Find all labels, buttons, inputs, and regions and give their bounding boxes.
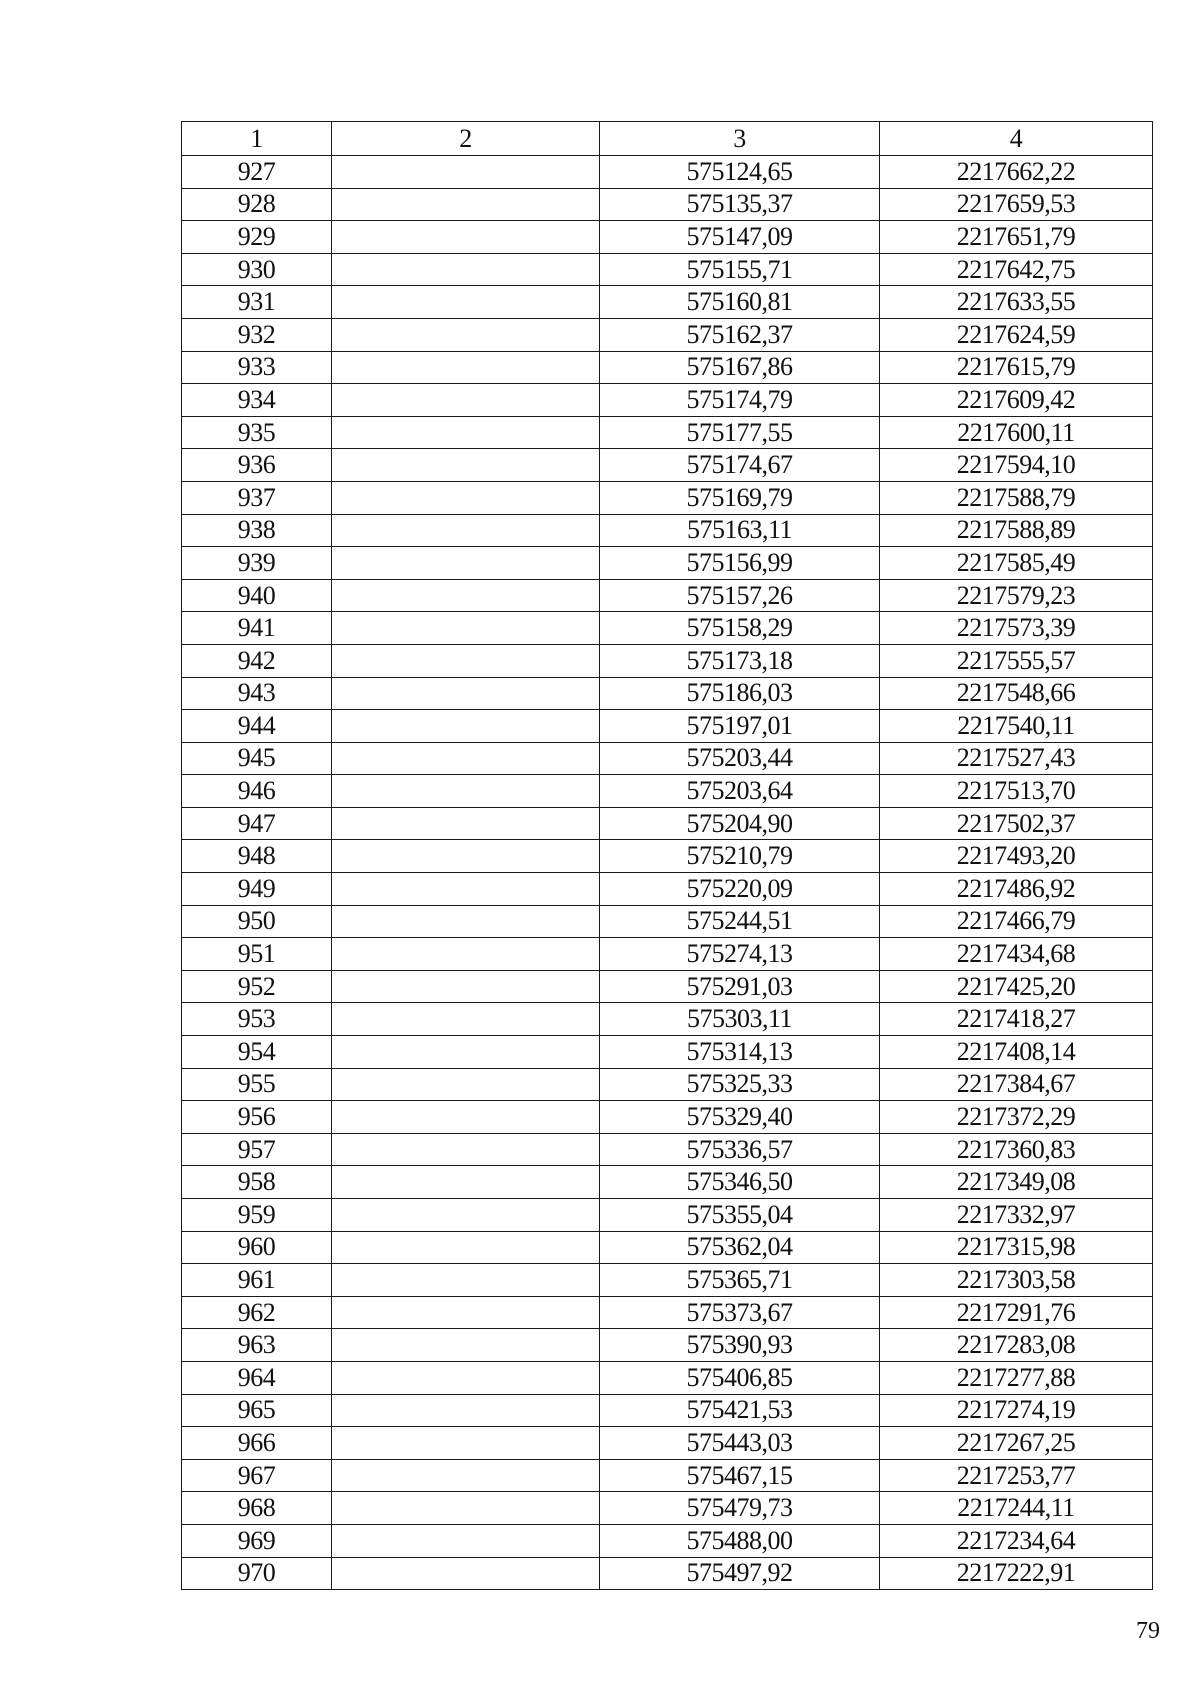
description-cell [332,807,600,840]
point-number-cell: 934 [182,384,332,417]
point-number-cell: 959 [182,1199,332,1232]
coordinates-table [181,121,1153,1590]
table-row [182,970,1153,1003]
column-header-2: 2 [332,122,600,156]
description-cell [332,318,600,351]
table-row [182,286,1153,319]
description-cell [332,1394,600,1427]
description-cell [332,547,600,580]
table-row [182,253,1153,286]
table-row [182,1264,1153,1297]
y-coordinate-cell: 2217291,76 [880,1296,1153,1329]
y-coordinate-cell: 2217267,25 [880,1427,1153,1460]
point-number-cell: 942 [182,644,332,677]
description-cell [332,873,600,906]
y-coordinate-cell: 2217659,53 [880,188,1153,221]
table-row [182,579,1153,612]
x-coordinate-cell: 575173,18 [600,644,880,677]
description-cell [332,579,600,612]
point-number-cell: 939 [182,547,332,580]
y-coordinate-cell: 2217624,59 [880,318,1153,351]
y-coordinate-cell: 2217486,92 [880,873,1153,906]
y-coordinate-cell: 2217513,70 [880,775,1153,808]
x-coordinate-cell: 575303,11 [600,1003,880,1036]
table-row [182,1068,1153,1101]
x-coordinate-cell: 575197,01 [600,710,880,743]
description-cell [332,416,600,449]
y-coordinate-cell: 2217573,39 [880,612,1153,645]
point-number-cell: 957 [182,1133,332,1166]
point-number-cell: 960 [182,1231,332,1264]
column-header-3: 3 [600,122,880,156]
description-cell [332,481,600,514]
y-coordinate-cell: 2217384,67 [880,1068,1153,1101]
point-number-cell: 962 [182,1296,332,1329]
point-number-cell: 955 [182,1068,332,1101]
x-coordinate-cell: 575467,15 [600,1459,880,1492]
description-cell [332,677,600,710]
table-row [182,1166,1153,1199]
table-row [182,742,1153,775]
point-number-cell: 947 [182,807,332,840]
y-coordinate-cell: 2217274,19 [880,1394,1153,1427]
table-row [182,1361,1153,1394]
point-number-cell: 948 [182,840,332,873]
table-row [182,384,1153,417]
point-number-cell: 954 [182,1036,332,1069]
y-coordinate-cell: 2217372,29 [880,1101,1153,1134]
description-cell [332,253,600,286]
x-coordinate-cell: 575274,13 [600,938,880,971]
description-cell [332,1329,600,1362]
x-coordinate-cell: 575177,55 [600,416,880,449]
table-row [182,612,1153,645]
description-cell [332,775,600,808]
table-row [182,1394,1153,1427]
x-coordinate-cell: 575124,65 [600,156,880,189]
y-coordinate-cell: 2217434,68 [880,938,1153,971]
x-coordinate-cell: 575362,04 [600,1231,880,1264]
y-coordinate-cell: 2217418,27 [880,1003,1153,1036]
description-cell [332,156,600,189]
description-cell [332,1133,600,1166]
point-number-cell: 946 [182,775,332,808]
x-coordinate-cell: 575147,09 [600,221,880,254]
description-cell [332,938,600,971]
y-coordinate-cell: 2217548,66 [880,677,1153,710]
x-coordinate-cell: 575174,79 [600,384,880,417]
x-coordinate-cell: 575186,03 [600,677,880,710]
x-coordinate-cell: 575220,09 [600,873,880,906]
y-coordinate-cell: 2217585,49 [880,547,1153,580]
table-row [182,1101,1153,1134]
description-cell [332,384,600,417]
point-number-cell: 929 [182,221,332,254]
y-coordinate-cell: 2217234,64 [880,1524,1153,1557]
description-cell [332,742,600,775]
x-coordinate-cell: 575346,50 [600,1166,880,1199]
y-coordinate-cell: 2217408,14 [880,1036,1153,1069]
table-row [182,1557,1153,1590]
y-coordinate-cell: 2217588,79 [880,481,1153,514]
point-number-cell: 961 [182,1264,332,1297]
point-number-cell: 945 [182,742,332,775]
column-header-4: 4 [880,122,1153,156]
point-number-cell: 951 [182,938,332,971]
table-header [182,122,1153,156]
y-coordinate-cell: 2217540,11 [880,710,1153,743]
table-row [182,807,1153,840]
point-number-cell: 928 [182,188,332,221]
x-coordinate-cell: 575174,67 [600,449,880,482]
x-coordinate-cell: 575135,37 [600,188,880,221]
table-row [182,1427,1153,1460]
y-coordinate-cell: 2217315,98 [880,1231,1153,1264]
description-cell [332,188,600,221]
point-number-cell: 935 [182,416,332,449]
x-coordinate-cell: 575244,51 [600,905,880,938]
table-row [182,1296,1153,1329]
table-row [182,677,1153,710]
x-coordinate-cell: 575314,13 [600,1036,880,1069]
x-coordinate-cell: 575291,03 [600,970,880,1003]
x-coordinate-cell: 575336,57 [600,1133,880,1166]
point-number-cell: 952 [182,970,332,1003]
x-coordinate-cell: 575390,93 [600,1329,880,1362]
description-cell [332,1524,600,1557]
point-number-cell: 953 [182,1003,332,1036]
y-coordinate-cell: 2217425,20 [880,970,1153,1003]
x-coordinate-cell: 575157,26 [600,579,880,612]
x-coordinate-cell: 575160,81 [600,286,880,319]
table-row [182,1231,1153,1264]
table-row [182,188,1153,221]
y-coordinate-cell: 2217277,88 [880,1361,1153,1394]
description-cell [332,1101,600,1134]
point-number-cell: 966 [182,1427,332,1460]
point-number-cell: 967 [182,1459,332,1492]
point-number-cell: 956 [182,1101,332,1134]
y-coordinate-cell: 2217332,97 [880,1199,1153,1232]
point-number-cell: 932 [182,318,332,351]
y-coordinate-cell: 2217527,43 [880,742,1153,775]
description-cell [332,1264,600,1297]
table-row [182,938,1153,971]
table-row [182,1036,1153,1069]
table-row [182,873,1153,906]
point-number-cell: 964 [182,1361,332,1394]
x-coordinate-cell: 575488,00 [600,1524,880,1557]
table-row [182,318,1153,351]
point-number-cell: 936 [182,449,332,482]
description-cell [332,221,600,254]
table-row [182,775,1153,808]
x-coordinate-cell: 575479,73 [600,1492,880,1525]
x-coordinate-cell: 575203,64 [600,775,880,808]
y-coordinate-cell: 2217600,11 [880,416,1153,449]
description-cell [332,1003,600,1036]
point-number-cell: 963 [182,1329,332,1362]
point-number-cell: 933 [182,351,332,384]
description-cell [332,1199,600,1232]
point-number-cell: 943 [182,677,332,710]
description-cell [332,1557,600,1590]
description-cell [332,1361,600,1394]
x-coordinate-cell: 575421,53 [600,1394,880,1427]
x-coordinate-cell: 575169,79 [600,481,880,514]
y-coordinate-cell: 2217651,79 [880,221,1153,254]
x-coordinate-cell: 575373,67 [600,1296,880,1329]
description-cell [332,644,600,677]
table-row [182,644,1153,677]
table-row [182,156,1153,189]
description-cell [332,905,600,938]
column-header-1: 1 [182,122,332,156]
x-coordinate-cell: 575158,29 [600,612,880,645]
x-coordinate-cell: 575497,92 [600,1557,880,1590]
point-number-cell: 950 [182,905,332,938]
y-coordinate-cell: 2217360,83 [880,1133,1153,1166]
description-cell [332,612,600,645]
y-coordinate-cell: 2217244,11 [880,1492,1153,1525]
table-row [182,416,1153,449]
description-cell [332,1231,600,1264]
y-coordinate-cell: 2217594,10 [880,449,1153,482]
y-coordinate-cell: 2217502,37 [880,807,1153,840]
description-cell [332,1036,600,1069]
table-row [182,1459,1153,1492]
description-cell [332,710,600,743]
y-coordinate-cell: 2217283,08 [880,1329,1153,1362]
point-number-cell: 949 [182,873,332,906]
point-number-cell: 944 [182,710,332,743]
point-number-cell: 965 [182,1394,332,1427]
table-row [182,1492,1153,1525]
table-body [182,156,1153,1590]
page-number: 79 [1136,1618,1160,1644]
point-number-cell: 968 [182,1492,332,1525]
point-number-cell: 927 [182,156,332,189]
table-row [182,840,1153,873]
x-coordinate-cell: 575329,40 [600,1101,880,1134]
description-cell [332,514,600,547]
point-number-cell: 969 [182,1524,332,1557]
x-coordinate-cell: 575163,11 [600,514,880,547]
x-coordinate-cell: 575203,44 [600,742,880,775]
point-number-cell: 937 [182,481,332,514]
y-coordinate-cell: 2217555,57 [880,644,1153,677]
x-coordinate-cell: 575406,85 [600,1361,880,1394]
point-number-cell: 958 [182,1166,332,1199]
table-row [182,1003,1153,1036]
table-row [182,221,1153,254]
table-row [182,1524,1153,1557]
y-coordinate-cell: 2217615,79 [880,351,1153,384]
description-cell [332,286,600,319]
x-coordinate-cell: 575167,86 [600,351,880,384]
y-coordinate-cell: 2217222,91 [880,1557,1153,1590]
table-row [182,1133,1153,1166]
description-cell [332,449,600,482]
y-coordinate-cell: 2217466,79 [880,905,1153,938]
table-row [182,351,1153,384]
description-cell [332,1492,600,1525]
y-coordinate-cell: 2217349,08 [880,1166,1153,1199]
y-coordinate-cell: 2217609,42 [880,384,1153,417]
y-coordinate-cell: 2217642,75 [880,253,1153,286]
y-coordinate-cell: 2217662,22 [880,156,1153,189]
table-row [182,547,1153,580]
table-row [182,514,1153,547]
x-coordinate-cell: 575355,04 [600,1199,880,1232]
table-row [182,905,1153,938]
x-coordinate-cell: 575443,03 [600,1427,880,1460]
x-coordinate-cell: 575155,71 [600,253,880,286]
x-coordinate-cell: 575204,90 [600,807,880,840]
description-cell [332,1068,600,1101]
description-cell [332,970,600,1003]
description-cell [332,1459,600,1492]
y-coordinate-cell: 2217588,89 [880,514,1153,547]
header-row [182,122,1153,156]
x-coordinate-cell: 575325,33 [600,1068,880,1101]
description-cell [332,1427,600,1460]
table-row [182,1199,1153,1232]
table-row [182,449,1153,482]
description-cell [332,840,600,873]
point-number-cell: 970 [182,1557,332,1590]
description-cell [332,351,600,384]
y-coordinate-cell: 2217303,58 [880,1264,1153,1297]
x-coordinate-cell: 575156,99 [600,547,880,580]
description-cell [332,1296,600,1329]
table-row [182,1329,1153,1362]
point-number-cell: 940 [182,579,332,612]
point-number-cell: 938 [182,514,332,547]
x-coordinate-cell: 575162,37 [600,318,880,351]
x-coordinate-cell: 575365,71 [600,1264,880,1297]
table-row [182,710,1153,743]
x-coordinate-cell: 575210,79 [600,840,880,873]
y-coordinate-cell: 2217633,55 [880,286,1153,319]
point-number-cell: 941 [182,612,332,645]
description-cell [332,1166,600,1199]
point-number-cell: 930 [182,253,332,286]
y-coordinate-cell: 2217579,23 [880,579,1153,612]
y-coordinate-cell: 2217253,77 [880,1459,1153,1492]
point-number-cell: 931 [182,286,332,319]
y-coordinate-cell: 2217493,20 [880,840,1153,873]
table-row [182,481,1153,514]
